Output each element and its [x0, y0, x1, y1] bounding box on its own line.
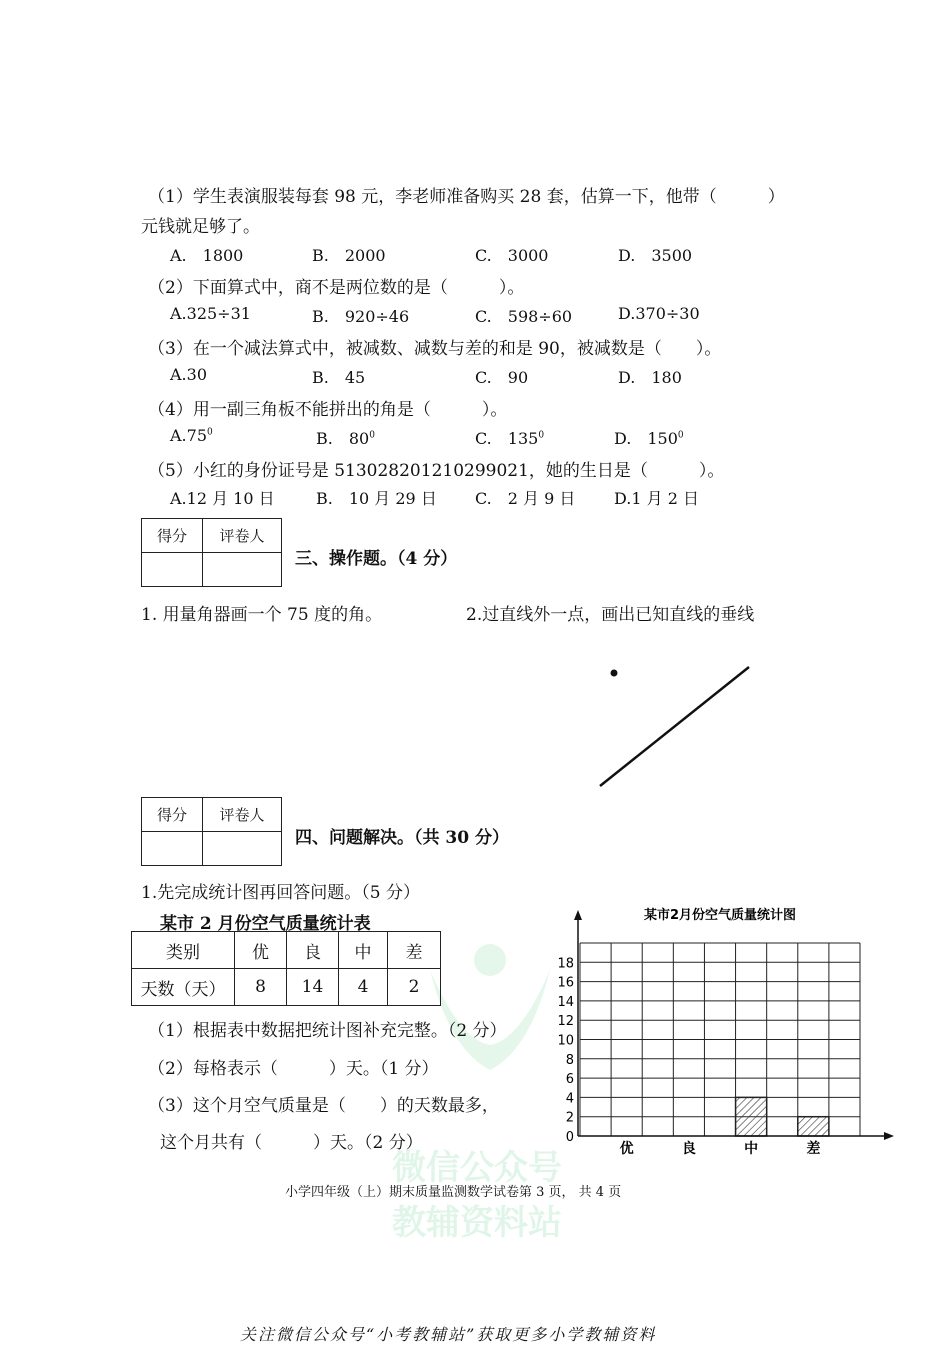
- q5-option-c: C. 2 月 9 日: [475, 489, 576, 508]
- q3-text: （3）在一个减法算式中，被减数、减数与差的和是 90，被减数是（ ）。: [148, 339, 722, 359]
- bottom-note: 关注微信公众号“小考教辅站”获取更多小学教辅资料: [240, 1325, 657, 1344]
- page-footer: 小学四年级（上）期末质量监测数学试卷第 3 页， 共 4 页: [285, 1185, 622, 1200]
- x-tick-label: 中: [744, 1141, 759, 1157]
- section3-title: 三、操作题。（4 分）: [295, 549, 458, 569]
- point-outside-line: [611, 670, 618, 677]
- air-table-title: 某市 2 月份空气质量统计表: [160, 914, 371, 934]
- table-cell: 天数（天）: [132, 969, 235, 1006]
- q3-option-b: B. 45: [312, 368, 366, 387]
- q2-text: （2）下面算式中，商不是两位数的是（ ）。: [148, 278, 525, 298]
- q1-option-b: B. 2000: [312, 246, 386, 265]
- q1-option-a: A. 1800: [170, 246, 244, 265]
- table-cell: 2: [388, 969, 441, 1006]
- q1-option-c: C. 3000: [475, 246, 549, 265]
- sub-question-3: （3）这个月空气质量是（ ）的天数最多，: [148, 1096, 499, 1116]
- q3-option-a: A.30: [170, 365, 207, 384]
- grader-cell[interactable]: [203, 832, 282, 866]
- watermark-text-1: 微信公众号: [392, 1148, 562, 1188]
- y-axis-arrow: [574, 910, 582, 920]
- air-quality-chart: [548, 900, 898, 1162]
- y-tick-label: 16: [557, 975, 574, 991]
- table-cell: 14: [287, 969, 339, 1006]
- q1-text-cont: 元钱就足够了。: [141, 217, 260, 237]
- score-box-section3: [141, 518, 282, 587]
- chart-grid: [580, 943, 860, 1136]
- table-header: 中: [339, 932, 388, 969]
- q2-option-c: C. 598÷60: [475, 307, 573, 326]
- q4-option-a: $A.75^0$: [170, 426, 213, 445]
- section4-item1: 1.先完成统计图再回答问题。（5 分）: [141, 883, 420, 903]
- y-tick-label: 8: [565, 1052, 574, 1068]
- sub-question-3-cont: 这个月共有（ ）天。（2 分）: [160, 1133, 423, 1153]
- q2-option-b: B. 920÷46: [312, 307, 410, 326]
- q3-option-c: C. 90: [475, 368, 529, 387]
- line-and-point-figure: [590, 655, 760, 795]
- q4-option-b: B. $80^0$: [316, 429, 375, 448]
- grader-cell[interactable]: [203, 553, 282, 587]
- bar-中: [736, 1097, 767, 1136]
- q2-option-a: A.325÷31: [170, 304, 251, 323]
- given-line: [600, 667, 749, 786]
- section3-item1: 1. 用量角器画一个 75 度的角。: [141, 605, 383, 625]
- table-header: 差: [388, 932, 441, 969]
- degree-mark: 0: [677, 430, 684, 441]
- degree-mark: 0: [538, 430, 545, 441]
- y-tick-label: 14: [557, 994, 574, 1010]
- watermark-text-2: 教辅资料站: [392, 1203, 562, 1243]
- q4-option-c: C. $135^0$: [475, 429, 545, 448]
- score-cell[interactable]: [142, 553, 203, 587]
- degree-mark: 0: [207, 427, 213, 438]
- section4-title: 四、问题解决。（共 30 分）: [295, 828, 509, 848]
- q4-option-d: D. $150^0$: [614, 429, 684, 448]
- y-tick-label: 0: [565, 1130, 574, 1145]
- y-tick-label: 2: [565, 1110, 574, 1126]
- x-axis-arrow: [884, 1132, 894, 1140]
- q3-option-d: D. 180: [618, 368, 682, 387]
- score-label: 得分: [142, 519, 203, 553]
- sub-question-2: （2）每格表示（ ）天。（1 分）: [148, 1059, 439, 1079]
- q5-text: （5）小红的身份证号是 513028201210299021，她的生日是（ ）。: [148, 461, 725, 481]
- q5-option-a: A.12 月 10 日: [170, 489, 275, 508]
- section3-item2: 2.过直线外一点，画出已知直线的垂线: [466, 605, 755, 625]
- q1-text: （1）学生表演服装每套 98 元，李老师准备购买 28 套，估算一下，他带（ ）: [148, 187, 785, 207]
- table-header: 良: [287, 932, 339, 969]
- y-tick-label: 18: [557, 956, 574, 972]
- table-cell: 8: [235, 969, 287, 1006]
- table-header: 类别: [132, 932, 235, 969]
- y-tick-label: 4: [565, 1091, 574, 1107]
- q5-option-b: B. 10 月 29 日: [316, 489, 437, 508]
- table-header: 优: [235, 932, 287, 969]
- q4-text: （4）用一副三角板不能拼出的角是（ ）。: [148, 400, 508, 420]
- x-tick-label: 良: [681, 1141, 696, 1157]
- table-cell: 4: [339, 969, 388, 1006]
- x-tick-label: 优: [619, 1141, 634, 1157]
- score-cell[interactable]: [142, 832, 203, 866]
- y-tick-label: 6: [565, 1072, 574, 1088]
- chart-title: 某市2月份空气质量统计图: [643, 908, 797, 923]
- score-box-section4: [141, 797, 282, 866]
- bar-差: [798, 1117, 829, 1136]
- q5-option-d: D.1 月 2 日: [614, 489, 699, 508]
- q1-option-d: D. 3500: [618, 246, 693, 265]
- grader-label: 评卷人: [203, 519, 282, 553]
- score-label: 得分: [142, 798, 203, 832]
- air-quality-table: [131, 931, 441, 1006]
- degree-mark: 0: [369, 430, 375, 441]
- grader-label: 评卷人: [203, 798, 282, 832]
- y-tick-label: 10: [557, 1033, 574, 1049]
- sub-question-1: （1）根据表中数据把统计图补充完整。（2 分）: [148, 1021, 507, 1041]
- y-tick-label: 12: [557, 1014, 574, 1030]
- q2-option-d: D.370÷30: [618, 304, 700, 323]
- x-tick-label: 差: [806, 1141, 821, 1157]
